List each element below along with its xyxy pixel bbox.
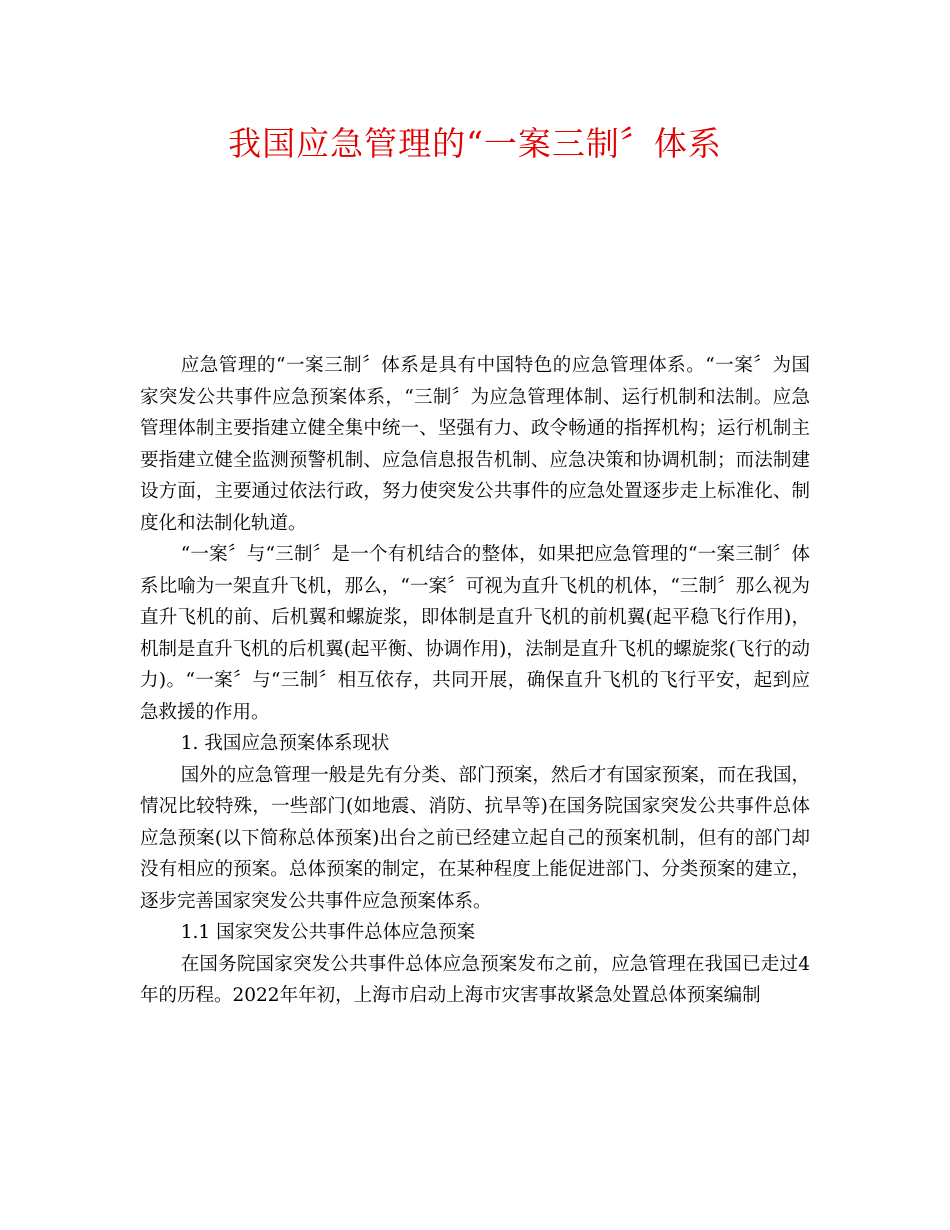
document-title: 我国应急管理的“一案三制〞体系	[228, 124, 722, 163]
section-heading-1-1	[140, 917, 810, 949]
paragraph-analogy: “一案〞与“三制〞是一个有机结合的整体，如果把应急管理的“一案三制〞体系比喻为一架直升飞机，那么，“一案〞可视为直升飞机的机体，“三制〞那么视为直升飞机的前、后机翼和螺旋浆，即体制是直升飞机的前机翼(起平稳飞行作用)，机制是直升飞机的后机翼(起平衡、协调作用)，法制是直升飞机的螺旋浆(飞行的动力)。“一案〞与“三制〞相互依存，共同开展，确保直升飞机的飞行平安，起到应急救援的作用。	[140, 544, 810, 723]
paragraph-intro: 应急管理的“一案三制〞体系是具有中国特色的应急管理体系。“一案〞为国家突发公共事件应急预案体系，“三制〞为应急管理体制、运行机制和法制。应急管理体制主要指建立健全集中统一、坚强有力、政令畅通的指挥机构；运行机制主要指建立健全监测预警机制、应急信息报告机制、应急决策和协调机制；而法制建设方面，主要通过依法行政，努力使突发公共事件的应急处置逐步走上标准化、制度化和法制化轨道。	[140, 355, 810, 534]
document-body	[140, 350, 810, 1012]
paragraph-section-1-1: 在国务院国家突发公共事件总体应急预案发布之前，应急管理在我国已走过4年的历程。2022年年初，上海市启动上海市灾害事故紧急处置总体预案编制	[140, 953, 810, 1006]
section-number: 1.	[180, 733, 199, 754]
paragraph-section-1: 国外的应急管理一般是先有分类、部门预案，然后才有国家预案，而在我国，情况比较特殊，一些部门(如地震、消防、抗旱等)在国务院国家突发公共事件总体应急预案(以下简称总体预案)出台之前已经建立起自己的预案机制，但有的部门却没有相应的预案。总体预案的制定，在某种程度上能促进部门、分类预案的建立，逐步完善国家突发公共事件应急预案体系。	[140, 764, 810, 912]
section-heading-text: 我国应急预案体系现状	[204, 733, 390, 754]
section-heading-1	[140, 728, 810, 760]
section-heading-text: 国家突发公共事件总体应急预案	[216, 922, 476, 943]
section-number: 1.1	[180, 922, 211, 943]
